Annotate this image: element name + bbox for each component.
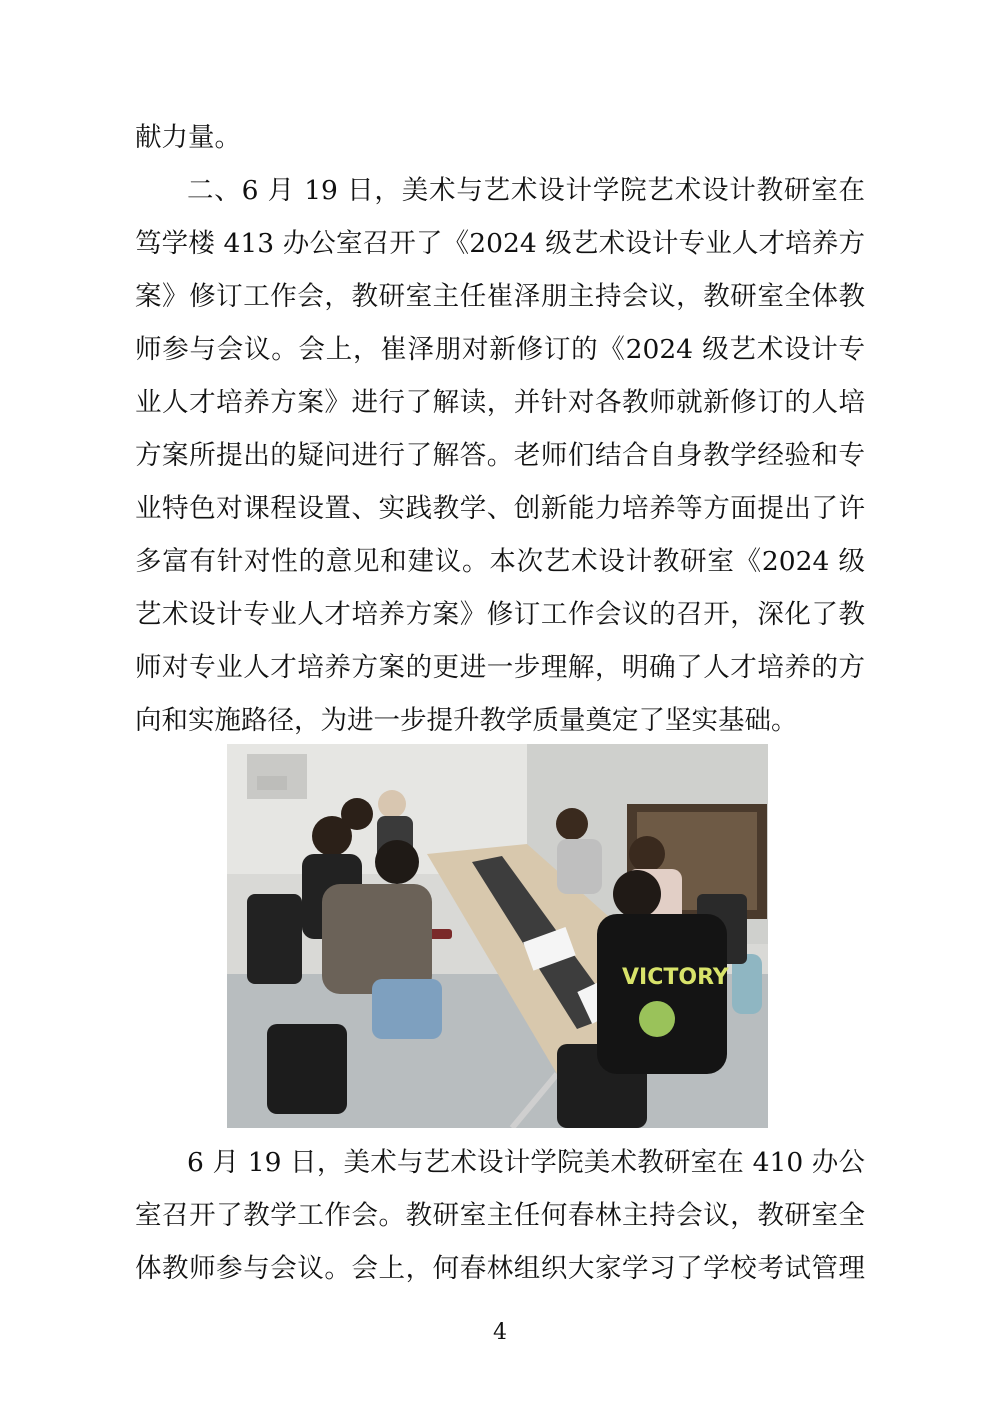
paragraph-line: 6 月 19 日，美术与艺术设计学院美术教研室在 410 办公 [187, 1147, 865, 1178]
paragraph-line: 师对专业人才培养方案的更进一步理解，明确了人才培养的方 [135, 652, 865, 683]
paragraph-line: 师参与会议。会上，崔泽朋对新修订的《2024 级艺术设计专 [135, 334, 865, 365]
top-paragraph [135, 111, 865, 164]
paragraph-line: 向和实施路径，为进一步提升教学质量奠定了坚实基础。 [135, 705, 798, 736]
section-two-paragraph [135, 164, 865, 747]
page-number: 4 [493, 1320, 507, 1345]
paragraph-line: 业特色对课程设置、实践教学、创新能力培养等方面提出了许 [135, 493, 865, 524]
paragraph-line: 方案所提出的疑问进行了解答。老师们结合自身教学经验和专 [135, 440, 865, 471]
paragraph-line: 业人才培养方案》进行了解读，并针对各教师就新修订的人培 [135, 387, 865, 418]
shirt-print: VICTORY [622, 965, 729, 990]
bottom-paragraph [135, 1136, 865, 1295]
paragraph-line: 室召开了教学工作会。教研室主任何春林主持会议，教研室全 [135, 1200, 865, 1231]
paragraph-line: 二、6 月 19 日，美术与艺术设计学院艺术设计教研室在 [187, 175, 865, 206]
meeting-photo [227, 744, 768, 1128]
paragraph-line: 案》修订工作会，教研室主任崔泽朋主持会议，教研室全体教 [135, 281, 865, 312]
paragraph-line: 多富有针对性的意见和建议。本次艺术设计教研室《2024 级 [135, 546, 865, 577]
paragraph-line: 献力量。 [135, 122, 241, 153]
paragraph-line: 艺术设计专业人才培养方案》修订工作会议的召开，深化了教 [135, 599, 865, 630]
paragraph-line: 笃学楼 413 办公室召开了《2024 级艺术设计专业人才培养方 [135, 228, 865, 259]
paragraph-line: 体教师参与会议。会上，何春林组织大家学习了学校考试管理 [135, 1253, 865, 1284]
